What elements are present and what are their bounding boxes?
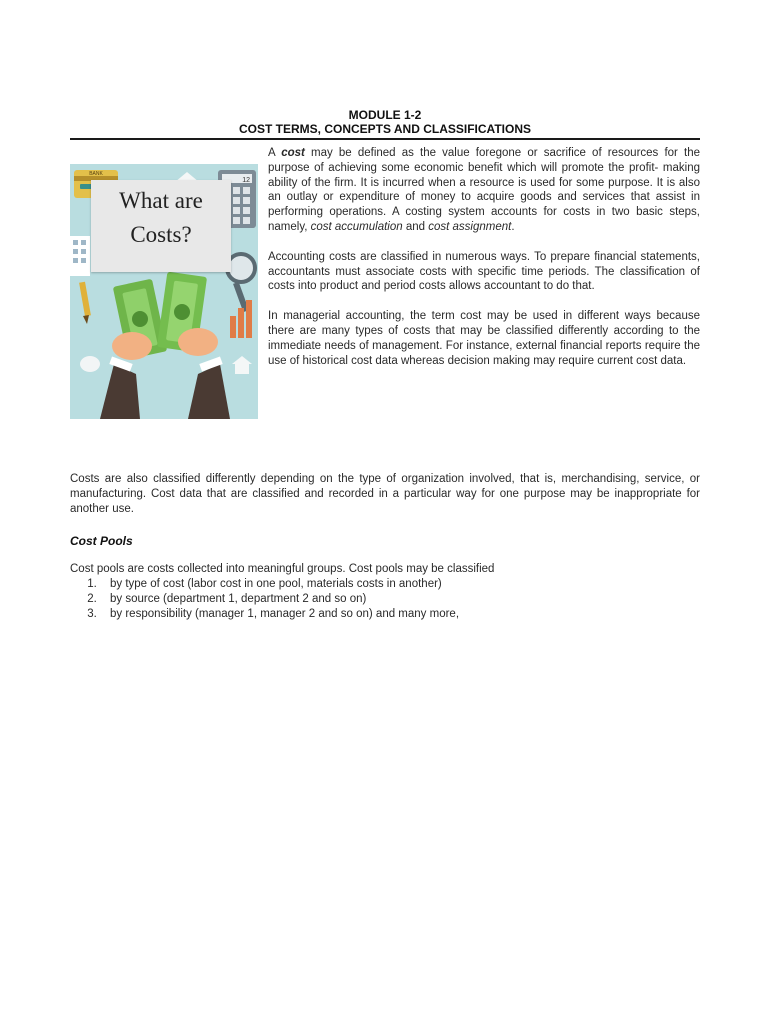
paragraph-managerial-accounting: In managerial accounting, the term cost may be used in different ways because there are many types of costs that may be classified differently according to the immediate needs of management. For instance, external financial reports require the use of historical cost data whereas decision making may require current cost data. — [268, 310, 700, 367]
cost-pools-section — [70, 562, 700, 621]
list-item: 3. by responsibility (manager 1, manager 2 and so on) and many more, — [100, 607, 700, 622]
intro-text-column — [268, 146, 700, 383]
intro-section — [70, 146, 700, 446]
paragraph-cost-pools-intro: Cost pools are costs collected into meaningful groups. Cost pools may be classified — [70, 563, 495, 576]
card-line-2: Costs? — [130, 222, 192, 247]
paragraph-cost-definition: A cost may be defined as the value foregone or sacrifice of resources for the purpose of achieving some economic benefit which will promote the profit- making ability of the firm. It is incurred when a resource is used for some purpose. It is also an outlay or expenditure of money to acquire goods and services that assist in performing operations. A costing system accounts for costs in two basic steps, namely, cost accumulation and cost assignment. — [268, 147, 701, 233]
paragraph-organization-types: Costs are also classified differently depending on the type of organization involved, that is, merchandising, service, or manufacturing. Cost data that are classified and recorded in a particular way for one purpose may be inappropriate for another use. — [70, 473, 700, 515]
page-title: COST TERMS, CONCEPTS AND CLASSIFICATIONS — [238, 122, 531, 136]
paragraph-accounting-costs: Accounting costs are classified in numerous ways. To prepare financial statements, accountants must associate costs with specific time periods. The classification of costs into product and period costs allows accountant to do that. — [268, 250, 700, 293]
body-text — [70, 472, 700, 516]
title-divider — [70, 138, 700, 140]
card-tag: BANK — [89, 171, 103, 177]
list-item: 1. by type of cost (labor cost in one pool, materials costs in another) — [100, 577, 700, 592]
what-are-costs-card — [91, 180, 231, 272]
card-line-1: What are — [119, 188, 203, 213]
list-item: 2. by source (department 1, department 2 and so on) — [100, 592, 700, 607]
calendar-icon — [70, 236, 90, 276]
what-are-costs-illustration — [70, 164, 258, 419]
cost-pools-list — [70, 577, 700, 621]
term-cost-accumulation: cost accumulation — [310, 220, 403, 233]
piggy-bank-icon — [80, 356, 100, 372]
sleeves-icon — [100, 364, 230, 419]
section-heading-cost-pools: Cost Pools — [70, 534, 133, 549]
calculator-display: 12 — [242, 177, 250, 184]
pencil-icon — [79, 282, 91, 324]
term-cost: cost — [281, 147, 305, 159]
term-cost-assignment: cost assignment — [428, 220, 512, 233]
title-block — [70, 108, 700, 136]
module-number: MODULE 1-2 — [348, 108, 422, 122]
document-page — [70, 108, 700, 622]
house-icon-small — [232, 356, 252, 374]
